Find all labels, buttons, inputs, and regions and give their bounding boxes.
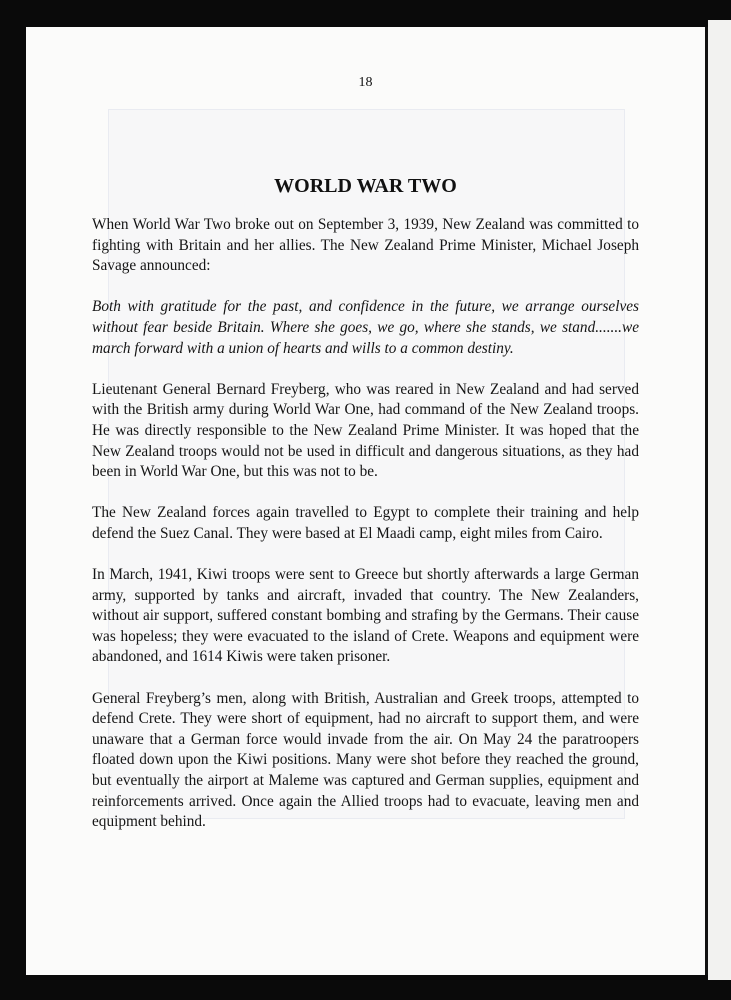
page-title: WORLD WAR TWO: [274, 175, 457, 197]
paragraph-freyberg: Lieutenant General Bernard Freyberg, who was reared in New Zealand and had served with the British army during World War One, had command of the New Zealand troops. He was directly responsible to the New Zealand Prime Minister. It was hoped that the New Zealand troops would not be used in difficult and dangerous situations, as they had been in World War One, but this was not to be.: [92, 380, 639, 481]
paragraph-egypt: The New Zealand forces again travelled to Egypt to complete their training and help defend the Suez Canal. They were based at El Maadi camp, eight miles from Cairo.: [92, 504, 639, 542]
paragraph-quote: Both with gratitude for the past, and confidence in the future, we arrange ourselves without fear beside Britain. Where she goes, we go, where she stands, we stand.......we march forward with a union of hearts and wills to a common destiny.: [92, 298, 639, 357]
adjacent-page-edge: [708, 20, 731, 980]
paragraph-greece: In March, 1941, Kiwi troops were sent to Greece but shortly afterwards a large German army, supported by tanks and aircraft, invaded that country. The New Zealanders, without air support, suffered constant bombing and strafing by the Germans. Their cause was hopeless; they were evacuated to the island of Crete. Weapons and equipment were abandoned, and 1614 Kiwis were taken prisoner.: [92, 566, 639, 666]
paragraph-intro: When World War Two broke out on September 3, 1939, New Zealand was committed to fighting with Britain and her allies. The New Zealand Prime Minister, Michael Joseph Savage announced:: [92, 216, 639, 275]
document-page: [26, 27, 705, 975]
page-number: 18: [358, 75, 373, 90]
paragraph-crete: General Freyberg’s men, along with British, Australian and Greek troops, attempted to defend Crete. They were short of equipment, had no aircraft to support them, and were unaware that a German force would invade from the air. On May 24 the paratroopers floated down upon the Kiwi positions. Many were shot before they reached the ground, but eventually the airport at Maleme was captured and German supplies, equipment and reinforcements arrived. Once again the Allied troops had to evacuate, leaving men and equipment behind.: [92, 689, 639, 831]
page-gutter: [705, 27, 708, 975]
body-text: [92, 215, 639, 853]
